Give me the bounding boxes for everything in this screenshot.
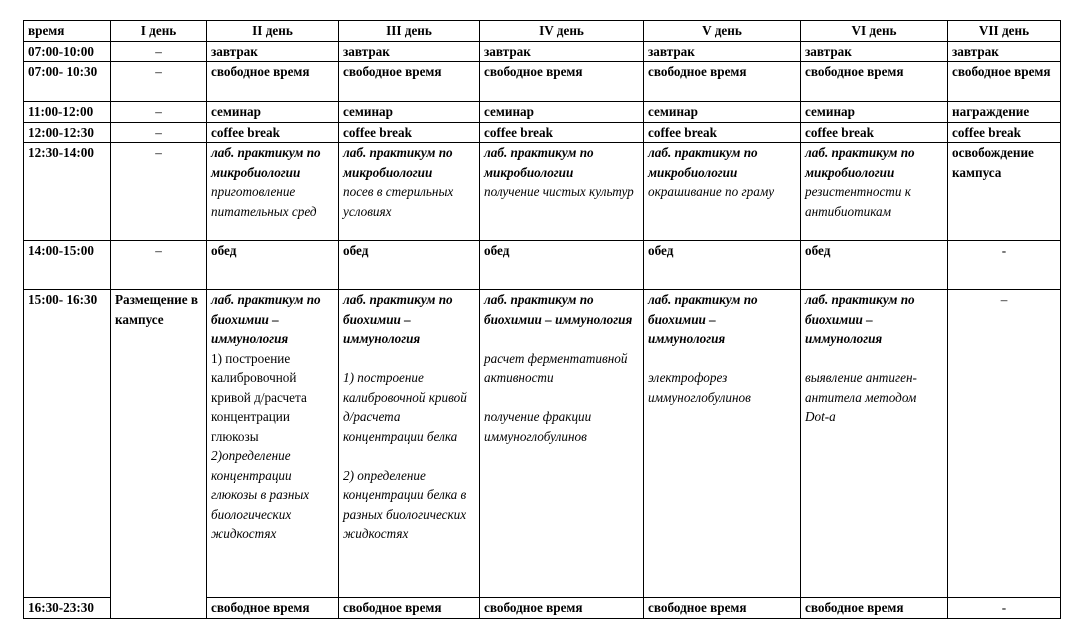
day-3-cell: семинар bbox=[339, 102, 480, 123]
day-5-cell: свободное время bbox=[644, 62, 801, 102]
table-row bbox=[24, 41, 1061, 62]
day-1-cell: Размещение в кампусе bbox=[111, 290, 207, 619]
header-day-2: II день bbox=[207, 21, 339, 42]
day-4-cell bbox=[480, 143, 644, 241]
day-1-cell: – bbox=[111, 41, 207, 62]
day-4-cell: свободное время bbox=[480, 598, 644, 619]
day-2-cell bbox=[207, 143, 339, 241]
day-1-cell: – bbox=[111, 122, 207, 143]
activity-description: посев в стерильных условиях bbox=[343, 184, 454, 219]
activity-item: выявление антиген-антитела методом Dot-a bbox=[805, 370, 917, 424]
activity-title: лаб. практикум по микробиологии bbox=[211, 145, 321, 180]
day-4-cell: семинар bbox=[480, 102, 644, 123]
day-7-cell: завтрак bbox=[948, 41, 1061, 62]
table-row bbox=[24, 290, 1061, 598]
day-6-cell: завтрак bbox=[801, 41, 948, 62]
day-3-cell: свободное время bbox=[339, 598, 480, 619]
day-4-cell bbox=[480, 290, 644, 598]
activity-description: резистентности к антибиотикам bbox=[805, 184, 911, 219]
time-cell: 07:00- 10:30 bbox=[24, 62, 111, 102]
day-2-cell: свободное время bbox=[207, 62, 339, 102]
day-1-cell: – bbox=[111, 102, 207, 123]
day-2-cell: обед bbox=[207, 241, 339, 290]
day-3-cell: свободное время bbox=[339, 62, 480, 102]
day-6-cell bbox=[801, 290, 948, 598]
activity-item: 1) построение калибровочной кривой д/расчета концентрации белка bbox=[343, 370, 467, 444]
day-1-cell: – bbox=[111, 143, 207, 241]
header-day-5: V день bbox=[644, 21, 801, 42]
day-2-cell bbox=[207, 290, 339, 598]
day-5-cell: завтрак bbox=[644, 41, 801, 62]
day-6-cell: обед bbox=[801, 241, 948, 290]
activity-item: 2)определение концентрации глюкозы в разных биологических жидкостях bbox=[211, 448, 310, 541]
header-day-7: VII день bbox=[948, 21, 1061, 42]
day-2-cell: завтрак bbox=[207, 41, 339, 62]
day-7-cell: свободное время bbox=[948, 62, 1061, 102]
day-4-cell: завтрак bbox=[480, 41, 644, 62]
day-1-cell: – bbox=[111, 241, 207, 290]
activity-item: получение фракции иммуноглобулинов bbox=[484, 409, 592, 444]
day-5-cell bbox=[644, 143, 801, 241]
day-6-cell: свободное время bbox=[801, 62, 948, 102]
day-7-cell: - bbox=[948, 598, 1061, 619]
day-5-cell: coffee break bbox=[644, 122, 801, 143]
day-7-cell: освобождение кампуса bbox=[948, 143, 1061, 241]
activity-title: лаб. практикум по биохимии – иммунология bbox=[211, 292, 321, 346]
activity-title: лаб. практикум по микробиологии bbox=[484, 145, 594, 180]
activity-item: 2) определение концентрации белка в разных биологических жидкостях bbox=[343, 467, 467, 541]
day-4-cell: обед bbox=[480, 241, 644, 290]
day-6-cell: свободное время bbox=[801, 598, 948, 619]
header-day-6: VI день bbox=[801, 21, 948, 42]
time-cell: 14:00-15:00 bbox=[24, 241, 111, 290]
day-4-cell: coffee break bbox=[480, 122, 644, 143]
activity-description: окрашивание по граму bbox=[648, 184, 775, 199]
activity-title: лаб. практикум по микробиологии bbox=[648, 145, 758, 180]
header-day-1: I день bbox=[111, 21, 207, 42]
day-7-cell: – bbox=[948, 290, 1061, 598]
time-cell: 16:30-23:30 bbox=[24, 598, 111, 619]
table-row bbox=[24, 143, 1061, 241]
time-cell: 07:00-10:00 bbox=[24, 41, 111, 62]
time-cell: 12:00-12:30 bbox=[24, 122, 111, 143]
day-6-cell bbox=[801, 143, 948, 241]
day-3-cell: coffee break bbox=[339, 122, 480, 143]
activity-item: электрофорез иммуноглобулинов bbox=[648, 370, 751, 405]
activity-title: лаб. практикум по биохимии – иммунология bbox=[805, 292, 915, 346]
table-row bbox=[24, 241, 1061, 290]
header-day-4: IV день bbox=[480, 21, 644, 42]
activity-title: лаб. практикум по микробиологии bbox=[343, 145, 453, 180]
day-7-cell: coffee break bbox=[948, 122, 1061, 143]
day-5-cell bbox=[644, 290, 801, 598]
day-5-cell: обед bbox=[644, 241, 801, 290]
time-cell: 12:30-14:00 bbox=[24, 143, 111, 241]
header-time: время bbox=[24, 21, 111, 42]
day-2-cell: семинар bbox=[207, 102, 339, 123]
activity-title: лаб. практикум по биохимии – иммунология bbox=[648, 292, 758, 346]
day-5-cell: семинар bbox=[644, 102, 801, 123]
table-row bbox=[24, 122, 1061, 143]
day-3-cell: обед bbox=[339, 241, 480, 290]
activity-title: лаб. практикум по биохимии – иммунология bbox=[343, 292, 453, 346]
day-2-cell: coffee break bbox=[207, 122, 339, 143]
activity-item: 1) построение калибровочной кривой д/расчета концентрации глюкозы bbox=[211, 350, 307, 444]
table-row bbox=[24, 62, 1061, 102]
day-6-cell: семинар bbox=[801, 102, 948, 123]
day-5-cell: свободное время bbox=[644, 598, 801, 619]
day-3-cell bbox=[339, 290, 480, 598]
schedule-table bbox=[23, 20, 1061, 619]
header-row bbox=[24, 21, 1061, 42]
table-row bbox=[24, 102, 1061, 123]
day-2-cell: свободное время bbox=[207, 598, 339, 619]
header-day-3: III день bbox=[339, 21, 480, 42]
activity-title: лаб. практикум по биохимии – иммунология bbox=[484, 292, 633, 327]
day-6-cell: coffee break bbox=[801, 122, 948, 143]
activity-description: приготовление питательных сред bbox=[211, 184, 317, 219]
day-7-cell: награждение bbox=[948, 102, 1061, 123]
time-cell: 11:00-12:00 bbox=[24, 102, 111, 123]
day-7-cell: - bbox=[948, 241, 1061, 290]
activity-item: расчет ферментативной активности bbox=[484, 350, 628, 385]
activity-title: лаб. практикум по микробиологии bbox=[805, 145, 915, 180]
day-3-cell: завтрак bbox=[339, 41, 480, 62]
activity-description: получение чистых культур bbox=[484, 184, 634, 199]
day-1-cell: – bbox=[111, 62, 207, 102]
time-cell: 15:00- 16:30 bbox=[24, 290, 111, 598]
day-3-cell bbox=[339, 143, 480, 241]
day-4-cell: свободное время bbox=[480, 62, 644, 102]
